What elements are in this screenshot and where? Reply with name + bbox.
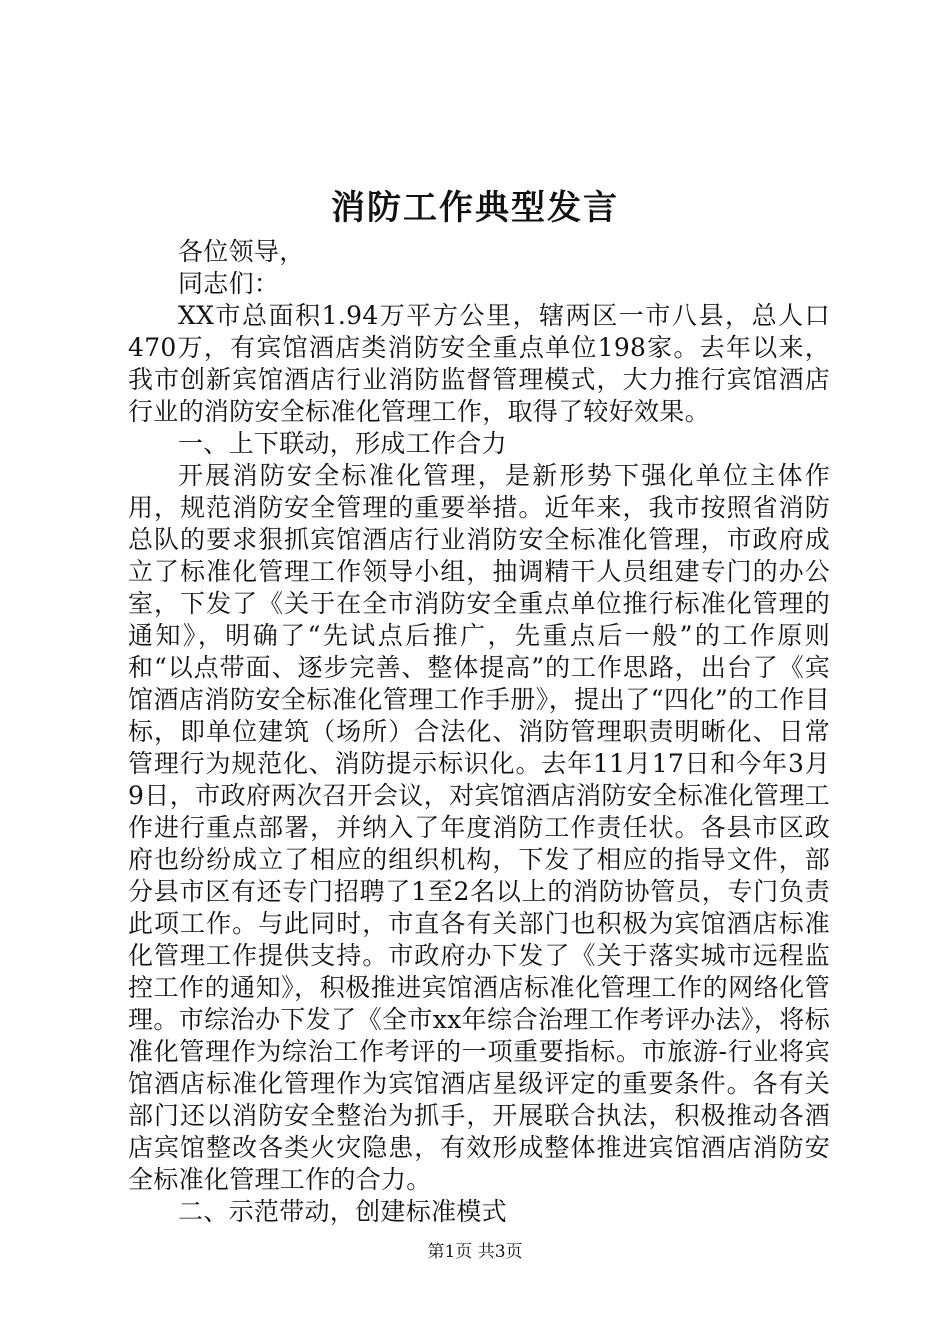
salutation-leaders: 各位领导， [178, 237, 305, 266]
section-heading-1: 一、上下联动，形成工作合力 [178, 429, 507, 458]
page-number-footer: 第1页 共3页 [427, 1242, 523, 1262]
document-body [128, 236, 830, 1228]
section-heading-2: 二、示范带动，创建标准模式 [178, 1197, 507, 1226]
section-1-paragraph: 开展消防安全标准化管理，是新形势下强化单位主体作用，规范消防安全管理的重要举措。近年来，我市按照省消防总队的要求狠抓宾馆酒店行业消防安全标准化管理，市政府成立了标准化管理工作领导小组，抽调精干人员组建专门的办公室，下发了《关于在全市消防安全重点单位推行标准化管理的通知》，明确了“先试点后推广，先重点后一般”的工作原则和“以点带面、逐步完善、整体提高”的工作思路，出台了《宾馆酒店消防安全标准化管理工作手册》，提出了“四化”的工作目标，即单位建筑（场所）合法化、消防管理职责明晰化、日常管理行为规范化、消防提示标识化。去年11月17日和今年3月9日，市政府两次召开会议，对宾馆酒店消防安全标准化管理工作进行重点部署，并纳入了年度消防工作责任状。各县市区政府也纷纷成立了相应的组织机构，下发了相应的指导文件，部分县市区有还专门招聘了1至2名以上的消防协管员，专门负责此项工作。与此同时，市直各有关部门也积极为宾馆酒店标准化管理工作提供支持。市政府办下发了《关于落实城市远程监控工作的通知》，积极推进宾馆酒店标准化管理工作的网络化管理。市综治办下发了《全市xx年综合治理工作考评办法》，将标准化管理作为综治工作考评的一项重要指标。市旅游-行业将宾馆酒店标准化管理作为宾馆酒店星级评定的重要条件。各有关部门还以消防安全整治为抓手，开展联合执法，积极推动各酒店宾馆整改各类火灾隐患，有效形成整体推进宾馆酒店消防安全标准化管理工作的合力。 [128, 461, 830, 1194]
salutation-comrades: 同志们： [178, 269, 280, 298]
intro-paragraph: XX市总面积1.94万平方公里，辖两区一市八县，总人口470万，有宾馆酒店类消防安全重点单位198家。去年以来，我市创新宾馆酒店行业消防监督管理模式，大力推行宾馆酒店行业的消防安全标准化管理工作，取得了较好效果。 [128, 301, 830, 426]
document-title: 消防工作典型发言 [331, 188, 619, 228]
